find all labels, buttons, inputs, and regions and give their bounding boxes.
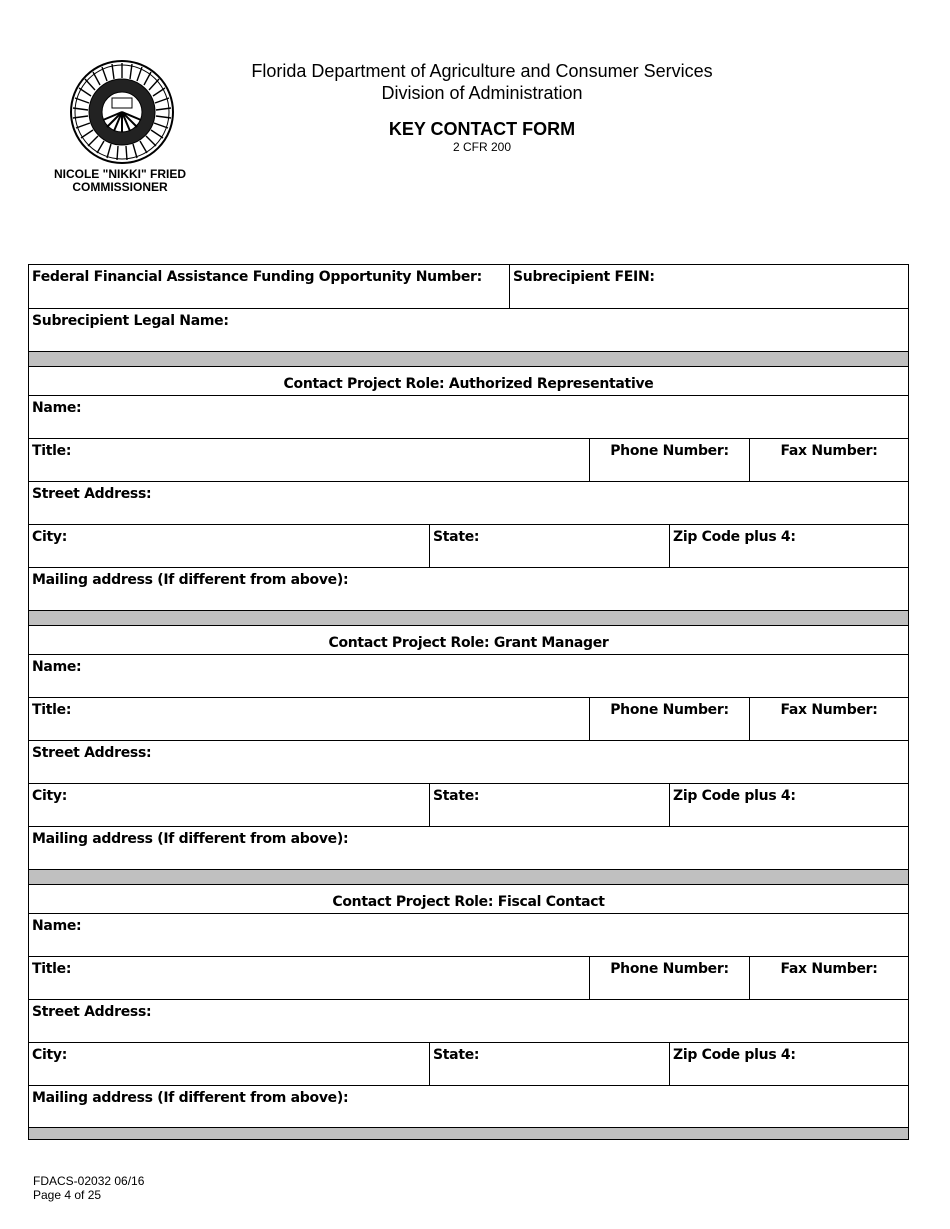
page-footer [33, 1174, 144, 1202]
mailing-address-field[interactable]: Mailing address (If different from above): [32, 572, 349, 588]
title-field[interactable]: Title: [32, 961, 72, 977]
fax-field[interactable]: Fax Number: [749, 439, 908, 481]
mailing-row [29, 567, 908, 610]
title-field[interactable]: Title: [32, 702, 72, 718]
funding-row [29, 265, 908, 308]
title-field[interactable]: Title: [32, 443, 72, 459]
legal-name-field[interactable]: Subrecipient Legal Name: [32, 313, 229, 329]
fax-field[interactable]: Fax Number: [749, 957, 908, 999]
commissioner-name: NICOLE "NIKKI" FRIED [53, 167, 187, 181]
state-field[interactable]: State: [429, 1043, 669, 1085]
name-field[interactable]: Name: [32, 400, 82, 416]
mailing-row [29, 1085, 908, 1127]
phone-field[interactable]: Phone Number: [589, 439, 749, 481]
role-header-grant-manager: Contact Project Role: Grant Manager [29, 625, 908, 654]
key-contact-table [28, 264, 909, 1140]
role-header-authorized-representative: Contact Project Role: Authorized Representative [29, 366, 908, 395]
state-field[interactable]: State: [429, 525, 669, 567]
department-seal [70, 60, 174, 164]
commissioner-title: COMMISSIONER [72, 180, 168, 194]
page-subtitle: 2 CFR 200 [452, 140, 512, 154]
fax-field[interactable]: Fax Number: [749, 698, 908, 740]
form-number: FDACS-02032 06/16 [33, 1174, 145, 1188]
name-field[interactable]: Name: [32, 918, 82, 934]
funding-number-field[interactable]: Federal Financial Assistance Funding Opportunity Number: [32, 269, 482, 285]
city-row [29, 783, 908, 826]
section-divider [29, 610, 908, 625]
zip-field[interactable]: Zip Code plus 4: [669, 525, 908, 567]
fein-field[interactable]: Subrecipient FEIN: [509, 265, 908, 308]
title-row [29, 438, 908, 481]
title-row [29, 956, 908, 999]
mailing-row [29, 826, 908, 869]
section-divider [29, 869, 908, 884]
title-row [29, 697, 908, 740]
zip-field[interactable]: Zip Code plus 4: [669, 784, 908, 826]
page-title: KEY CONTACT FORM [388, 119, 576, 139]
street-address-field[interactable]: Street Address: [32, 1004, 152, 1020]
city-row [29, 524, 908, 567]
name-row [29, 395, 908, 438]
name-row [29, 654, 908, 697]
street-address-field[interactable]: Street Address: [32, 486, 152, 502]
phone-field[interactable]: Phone Number: [589, 698, 749, 740]
department-name: Florida Department of Agriculture and Consumer Services [251, 61, 713, 81]
street-address-field[interactable]: Street Address: [32, 745, 152, 761]
commissioner-block [30, 168, 210, 194]
section-divider [29, 1127, 908, 1139]
section-divider [29, 351, 908, 366]
city-field[interactable]: City: [32, 529, 67, 545]
phone-field[interactable]: Phone Number: [589, 957, 749, 999]
state-field[interactable]: State: [429, 784, 669, 826]
city-field[interactable]: City: [32, 1047, 67, 1063]
city-row [29, 1042, 908, 1085]
division-name: Division of Administration [381, 83, 583, 103]
mailing-address-field[interactable]: Mailing address (If different from above): [32, 1090, 349, 1106]
zip-field[interactable]: Zip Code plus 4: [669, 1043, 908, 1085]
page-number: Page 4 of 25 [33, 1188, 102, 1202]
page-header [232, 60, 732, 154]
mailing-address-field[interactable]: Mailing address (If different from above): [32, 831, 349, 847]
city-field[interactable]: City: [32, 788, 67, 804]
street-row [29, 740, 908, 783]
role-header-fiscal-contact: Contact Project Role: Fiscal Contact [29, 884, 908, 913]
street-row [29, 481, 908, 524]
name-row [29, 913, 908, 956]
street-row [29, 999, 908, 1042]
legal-name-row [29, 308, 908, 351]
name-field[interactable]: Name: [32, 659, 82, 675]
